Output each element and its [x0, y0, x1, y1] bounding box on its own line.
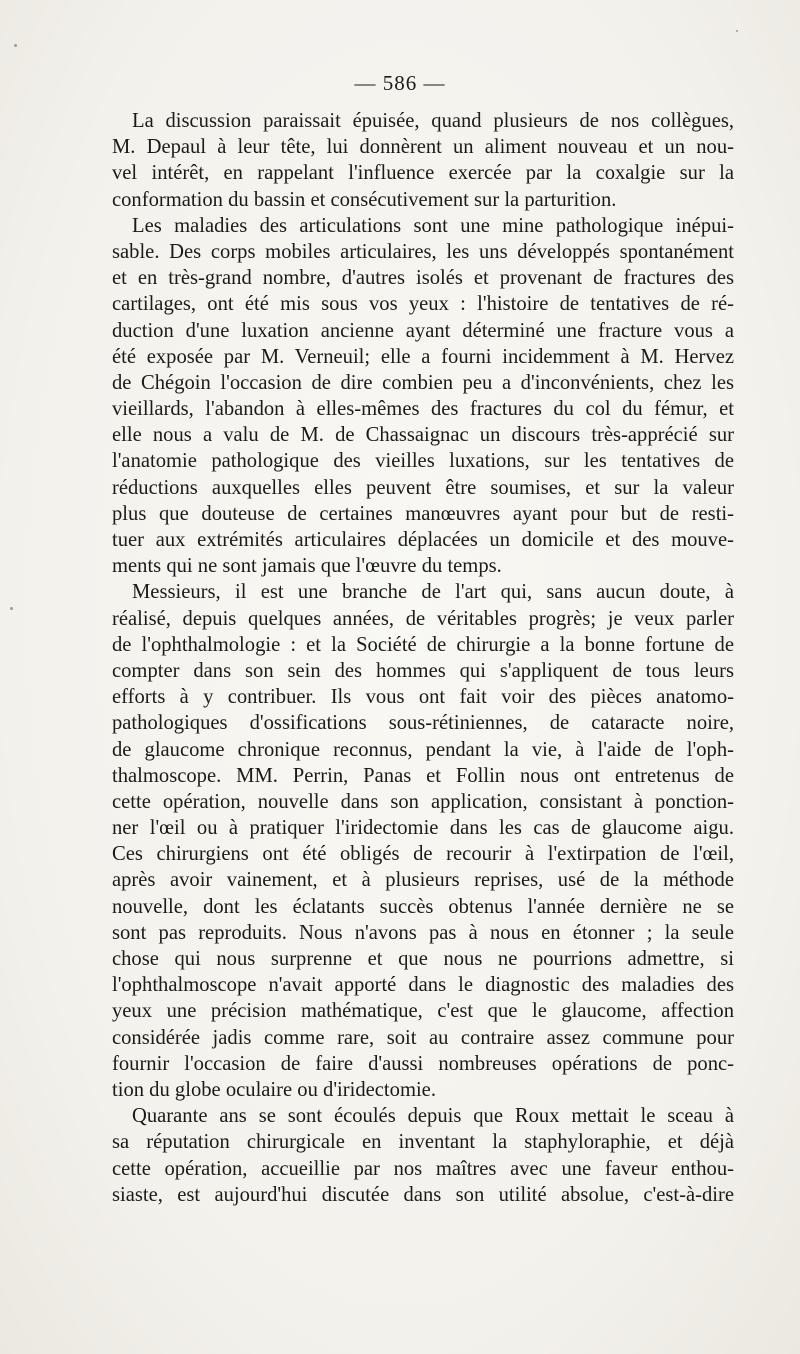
text-line: tion du globe oculaire ou d'iridectomie. [112, 1078, 436, 1101]
paragraph-1 [112, 108, 734, 213]
text-line: sable. Des corps mobiles articulaires, les uns développés spontanément [112, 240, 734, 263]
text-line: compter dans son sein des hommes qui s'appliquent de tous leurs [112, 659, 734, 682]
text-line: réalisé, depuis quelques années, de véritables progrès; je veux parler [112, 607, 734, 630]
text-line: et en très-grand nombre, d'autres isolés et provenant de fractures des [112, 267, 734, 290]
text-line: plus que douteuse de certaines manœuvres ayant pour but de resti- [112, 502, 734, 525]
text-line: cartilages, ont été mis sous vos yeux : l'histoire de tentatives de ré- [112, 293, 734, 316]
text-line: considérée jadis comme rare, soit au contraire assez commune pour [112, 1026, 734, 1049]
text-line: l'ophthalmoscope n'avait apporté dans le diagnostic des maladies des [112, 974, 734, 997]
text-line: Quarante ans se sont écoulés depuis que Roux mettait le sceau à [132, 1105, 734, 1128]
text-line: de l'ophthalmologie : et la Société de chirurgie a la bonne fortune de [112, 633, 734, 656]
text-line: ner l'œil ou à pratiquer l'iridectomie dans les cas de glaucome aigu. [112, 817, 734, 840]
text-line: cette opération, accueillie par nos maîtres avec une faveur enthou- [112, 1157, 734, 1180]
scan-speck [14, 44, 17, 47]
text-line: vieillards, l'abandon à elles-mêmes des fractures du col du fémur, et [112, 398, 734, 421]
paragraph-3 [112, 579, 734, 1103]
text-line: cette opération, nouvelle dans son application, consistant à ponction- [112, 790, 734, 813]
text-line: elle nous a valu de M. de Chassaignac un discours très-apprécié sur [112, 424, 734, 447]
text-line: pathologiques d'ossifications sous-rétiniennes, de cataracte noire, [112, 712, 734, 735]
scan-speck [736, 30, 738, 32]
text-line: l'anatomie pathologique des vieilles luxations, sur les tentatives de [112, 450, 734, 473]
text-line: Les maladies des articulations sont une mine pathologique inépui- [132, 214, 734, 237]
text-line: M. Depaul à leur tête, lui donnèrent un aliment nouveau et un nou- [112, 136, 734, 159]
text-line: sa réputation chirurgicale en inventant la staphyloraphie, et déjà [112, 1131, 734, 1154]
text-line: conformation du bassin et consécutivement sur la parturition. [112, 188, 617, 211]
text-line: duction d'une luxation ancienne ayant déterminé une fracture vous a [112, 319, 734, 342]
text-line: été exposée par M. Verneuil; elle a fourni incidemment à M. Hervez [112, 345, 734, 368]
text-line: après avoir vainement, et à plusieurs reprises, usé de la méthode [112, 869, 734, 892]
text-line: tuer aux extrémités articulaires déplacées un domicile et des mouve- [112, 529, 734, 551]
text-line: thalmoscope. MM. Perrin, Panas et Follin nous ont entretenus de [112, 764, 734, 787]
text-line: Messieurs, il est une branche de l'art qui, sans aucun doute, à [132, 581, 734, 604]
text-line: de Chégoin l'occasion de dire combien peu a d'inconvénients, chez les [112, 371, 734, 394]
text-line: siaste, est aujourd'hui discutée dans son utilité absolue, c'est-à-dire [112, 1183, 734, 1206]
scan-speck [10, 607, 13, 610]
paragraph-2 [112, 213, 734, 580]
text-line: réductions auxquelles elles peuvent être soumises, et sur la valeur [112, 476, 734, 499]
body-text [112, 108, 734, 1208]
text-line: chose qui nous surprenne et que nous ne pourrions admettre, si [112, 948, 734, 970]
text-line: de glaucome chronique reconnus, pendant la vie, à l'aide de l'oph- [112, 738, 734, 761]
text-line: vel intérêt, en rappelant l'influence exercée par la coxalgie sur la [112, 162, 734, 185]
text-line: Ces chirurgiens ont été obligés de recourir à l'extirpation de l'œil, [112, 843, 734, 866]
text-line: ments qui ne sont jamais que l'œuvre du temps. [112, 555, 502, 578]
text-line: nouvelle, dont les éclatants succès obtenus l'année dernière ne se [112, 895, 734, 918]
text-line: efforts à y contribuer. Ils vous ont fait voir des pièces anatomo- [112, 686, 734, 709]
text-line: fournir l'occasion de faire d'aussi nombreuses opérations de ponc- [112, 1052, 734, 1075]
text-line: yeux une précision mathématique, c'est que le glaucome, affection [112, 1000, 734, 1023]
page-number: — 586 — [354, 71, 446, 95]
text-line: sont pas reproduits. Nous n'avons pas à nous en étonner ; la seule [112, 921, 734, 944]
text-line: La discussion paraissait épuisée, quand plusieurs de nos collègues, [132, 110, 734, 132]
paragraph-4 [112, 1103, 734, 1208]
